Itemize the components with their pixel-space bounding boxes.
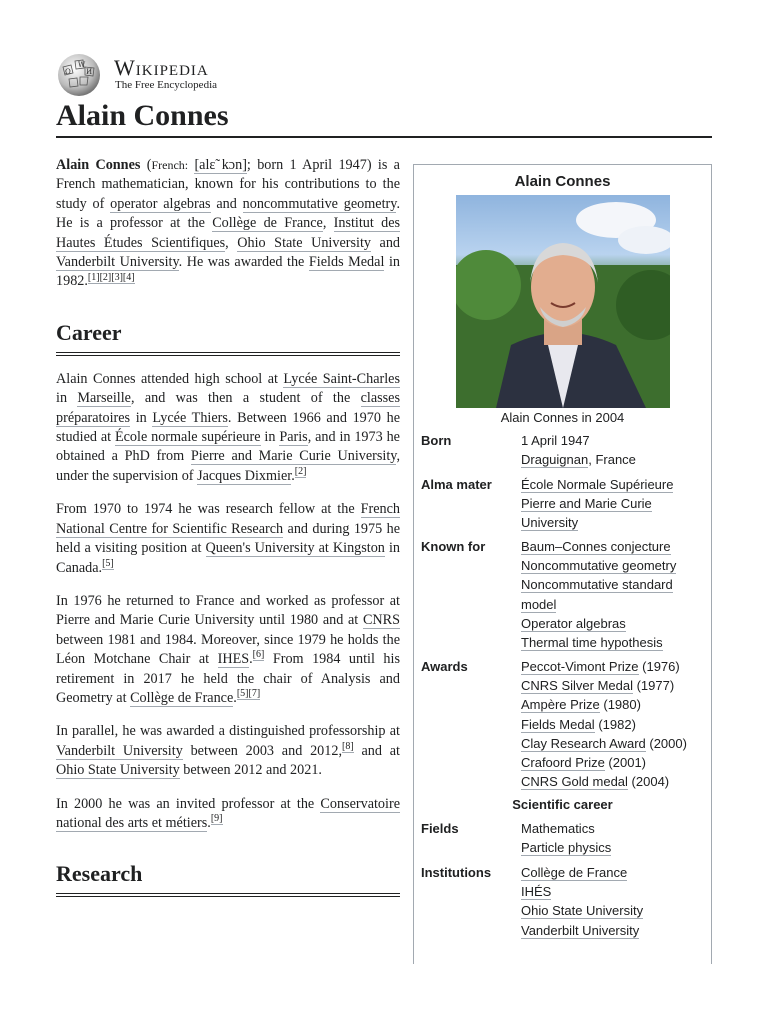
link-award[interactable]: Ampère Prize	[521, 697, 600, 713]
link-institution[interactable]: Collège de France	[521, 865, 628, 880]
infobox-row-fields: Fields Mathematics Particle physics	[421, 821, 612, 856]
link-vanderbilt-university-2[interactable]: Vanderbilt University	[56, 742, 183, 759]
infobox-title: Alain Connes	[514, 173, 611, 190]
infobox-row-awards: Awards Peccot-Vimont Prize (1976) CNRS Silver Medal (1977) Ampère Prize (1980) Fields Medal (1982) Clay Research Award (2000) Crafoord Prize (2001) CNRS Gold medal (2004)	[421, 659, 687, 790]
career-paragraph-1: Alain Connes attended high school at Lycée Saint-Charles in Marseille, and was then a student of the classes préparatoires in Lycée Thiers. Between 1966 and 1970 he studied at École normale supérieure in Paris, and in 1973 he obtained a PhD from Pierre and Marie Curie University, under the supervision of Jacques Dixmier.[2]	[56, 370, 400, 484]
link-ecole-normale-superieure[interactable]: École normale supérieure	[114, 429, 261, 446]
portrait-photo[interactable]	[456, 195, 670, 408]
ipa-pronunciation-link[interactable]: [alɛ̃ kɔn]	[194, 157, 247, 173]
intro-paragraph: Alain Connes (French: [alɛ̃ kɔn]; born 1 April 1947) is a French mathematician, known for his contributions to the study of operator algebras and noncommutative geometry. He is a professor at the Collège de France, Institut des Hautes Études Scientifiques, Ohio State University and Vanderbilt University. He was awarded the Fields Medal in 1982.[1][2][3][4]	[56, 157, 401, 290]
link-award[interactable]: Clay Research Award	[521, 735, 646, 751]
infobox-row-alma-mater: Alma mater École Normale Supérieure Pierre and Marie Curie University	[421, 477, 674, 531]
link-award[interactable]: Peccot-Vimont Prize	[521, 659, 639, 674]
link-nc-standard-model[interactable]: Noncommutative standard model	[521, 577, 673, 612]
link-jacques-dixmier[interactable]: Jacques Dixmier	[197, 467, 292, 484]
citation-ref[interactable]: [2]	[294, 466, 307, 478]
link-ens[interactable]: École Normale Supérieure	[521, 477, 674, 492]
link-pierre-marie-curie-university[interactable]: Pierre and Marie Curie University	[190, 448, 397, 465]
link-award[interactable]: CNRS Gold medal	[521, 774, 628, 790]
link-particle-physics[interactable]: Particle physics	[521, 840, 612, 856]
citation-refs[interactable]: [1][2][3][4]	[87, 271, 135, 283]
link-fields-medal[interactable]: Fields Medal	[308, 254, 385, 271]
link-vanderbilt-university[interactable]: Vanderbilt University	[56, 254, 179, 271]
wikipedia-wordmark: Wikipedia	[114, 55, 209, 80]
wikipedia-tagline: The Free Encyclopedia	[115, 79, 218, 91]
portrait-image	[456, 195, 670, 408]
link-marseille[interactable]: Marseille	[77, 390, 131, 407]
career-paragraph-2: From 1970 to 1974 he was research fellow at the French National Centre for Scientific Research and during 1975 he held a visiting position at Queen's University at Kingston in Canada.[5]	[56, 501, 400, 576]
svg-text:И: И	[86, 68, 93, 76]
link-institution[interactable]: Ohio State University	[521, 903, 644, 919]
link-thermal-time[interactable]: Thermal time hypothesis	[521, 635, 663, 651]
citation-ref[interactable]: [8]	[342, 741, 354, 753]
svg-text:Ω: Ω	[65, 68, 71, 76]
link-operator-algebras-2[interactable]: Operator algebras	[521, 615, 626, 631]
infobox	[413, 164, 712, 964]
link-institution[interactable]: Vanderbilt University	[521, 922, 640, 938]
article-body	[56, 156, 400, 911]
svg-text:W: W	[78, 61, 86, 69]
link-award[interactable]: Fields Medal	[521, 716, 595, 732]
infobox-subheading: Scientific career	[512, 797, 613, 812]
link-cnrs-full[interactable]: French National Centre for Scientific Research	[56, 501, 400, 537]
section-heading-research: Research	[56, 859, 400, 897]
link-college-de-france-2[interactable]: Collège de France	[130, 689, 234, 706]
link-baum-connes[interactable]: Baum–Connes conjecture	[521, 539, 671, 554]
wikipedia-globe-icon	[55, 53, 103, 97]
link-upmc[interactable]: Pierre and Marie Curie University	[521, 496, 652, 531]
photo-caption: Alain Connes in 2004	[500, 410, 625, 425]
link-conservatoire[interactable]: Conservatoire national des arts et métiers	[56, 795, 400, 831]
citation-ref[interactable]: [5][7]	[236, 688, 261, 700]
link-ohio-state-university[interactable]: Ohio State University	[237, 234, 371, 251]
citation-ref[interactable]: [6]	[252, 649, 265, 661]
link-ihes[interactable]: Institut des Hautes Études Scientifiques	[56, 215, 401, 251]
career-paragraph-4: In parallel, he was awarded a distinguished professorship at Vanderbilt University between 2003 and 2012,[8] and at Ohio State University between 2012 and 2021.	[56, 723, 400, 779]
page-title: Alain Connes	[56, 96, 712, 138]
link-lycee-thiers[interactable]: Lycée Thiers	[152, 409, 228, 426]
section-heading-career: Career	[56, 318, 400, 356]
subject-name: Alain Connes	[56, 157, 141, 173]
link-classes-preparatoires[interactable]: classes préparatoires	[56, 390, 400, 426]
career-paragraph-3: In 1976 he returned to France and worked as professor at Pierre and Marie Curie University until 1980 and at CNRS between 1981 and 1984. Moreover, since 1979 he holds the Léon Motchane Chair at IHES.[6] From 1984 until his retirement in 2017 he held the chair of Analysis and Geometry at Collège de France.[5][7]	[56, 592, 400, 706]
wikipedia-logo[interactable]	[55, 53, 235, 98]
link-queens-university[interactable]: Queen's University at Kingston	[205, 540, 385, 557]
infobox-row-known-for: Known for Baum–Connes conjecture Noncommutative geometry Noncommutative standard model Operator algebras Thermal time hypothesis	[421, 539, 677, 651]
language-label: French:	[151, 158, 189, 172]
link-paris[interactable]: Paris	[279, 429, 308, 446]
link-award[interactable]: Crafoord Prize	[521, 755, 605, 771]
link-lycee-saint-charles[interactable]: Lycée Saint-Charles	[283, 370, 400, 387]
infobox-row-institutions: Institutions Collège de France IHÉS Ohio State University Vanderbilt University	[421, 865, 644, 938]
citation-ref[interactable]: [5]	[102, 557, 114, 569]
link-award[interactable]: CNRS Silver Medal	[521, 678, 633, 694]
career-paragraph-5: In 2000 he was an invited professor at the Conservatoire national des arts et métiers.[9]	[56, 795, 400, 831]
infobox-row-born: Born 1 April 1947 Draguignan, France	[421, 433, 636, 468]
link-institution[interactable]: IHÉS	[521, 884, 552, 900]
link-college-de-france[interactable]: Collège de France	[212, 215, 323, 232]
link-ihes-short[interactable]: IHES	[217, 651, 250, 668]
link-operator-algebras[interactable]: operator algebras	[110, 195, 211, 212]
link-noncommutative-geometry[interactable]: noncommutative geometry	[242, 195, 397, 212]
link-draguignan[interactable]: Draguignan	[521, 452, 589, 468]
link-ncg[interactable]: Noncommutative geometry	[521, 558, 677, 574]
link-ohio-state-university-2[interactable]: Ohio State University	[56, 762, 180, 779]
link-cnrs[interactable]: CNRS	[362, 612, 400, 629]
citation-ref[interactable]: [9]	[210, 813, 223, 825]
